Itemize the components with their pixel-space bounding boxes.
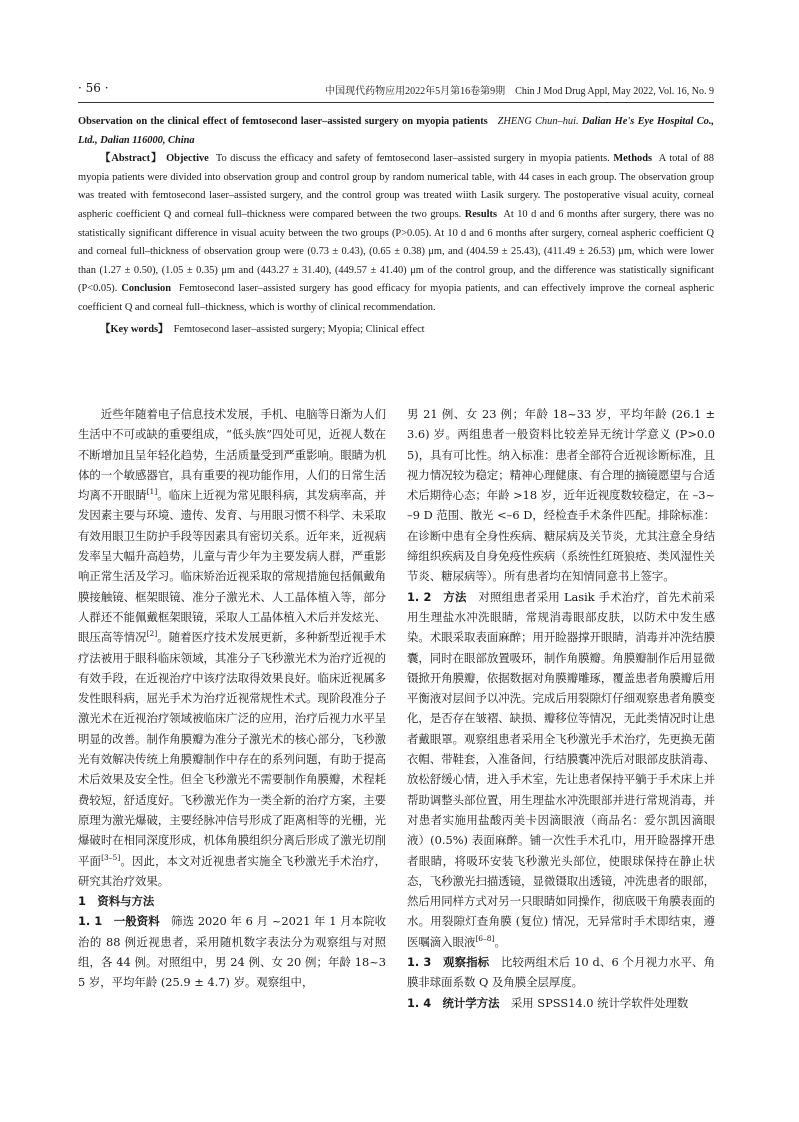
right-column	[407, 404, 715, 1013]
keywords-text: Femtosecond laser–assisted surgery; Myopia; Clinical effect	[173, 323, 425, 335]
abstract-paragraph	[78, 150, 714, 317]
results-text: At 10 d and 6 months after surgery, there was no statistically significant difference in visual acuity between the two groups (P>0.05). At 10 d and 6 months after surgery, corneal aspheric coefficient Q and corneal full–thickness of observation group were (0.73 ± 0.43), (0.65 ± 0.38) μm, and (404.59 ± 25.43), (411.49 ± 26.53) μm, which were lower than (1.27 ± 0.50), (1.05 ± 0.35) μm and (443.27 ± 31.40), (449.57 ± 41.40) μm of the control group, and the difference was statistically significant (P<0.05).	[78, 208, 715, 295]
keywords-label: 【Key words】	[100, 323, 169, 335]
english-title-line	[78, 113, 714, 150]
intro-text: 。因此，本文对近视患者实施全飞秒激光手术治疗，研究其治疗效果。	[78, 853, 386, 888]
keywords-paragraph	[78, 321, 714, 340]
observation-index-paragraph	[407, 952, 715, 993]
general-data-text: 筛选 2020 年 6 月 ~2021 年 1 月本院收治的 88 例近视患者，采用随机数字表法分为观察组与对照组，各 44 例。对照组中，男 24 例、女 20 例；年龄 18~35 岁，平均年龄 (25.9 ± 4.7) 岁。观察组中，	[78, 914, 386, 990]
objective-text: To discuss the efficacy and safety of femtosecond laser–assisted surgery in myopia patients.	[215, 153, 610, 165]
conclusion-label: Conclusion	[121, 283, 171, 295]
methods-text: A total of 88 myopia patients were divided into observation group and control group by random numerical table, with 44 cases in each group. The observation group was treated with femtosecond laser–assisted surgery, and the control group was treated wiith Lasik surgery. The postoperative visual acuity, corneal aspheric coefficient Q and corneal full–thickness were compared between the two groups.	[78, 153, 714, 220]
english-title: Observation on the clinical effect of femtosecond laser–assisted surgery on myopia patients	[78, 116, 488, 127]
citation-4: [6–8]	[475, 933, 495, 943]
results-label: Results	[464, 208, 498, 220]
subsection-heading-general-data: 1. 1 一般资料	[78, 914, 160, 929]
citation-2: [2]	[146, 629, 158, 639]
left-column	[78, 404, 386, 993]
statistics-text: 采用 SPSS14.0 统计学软件处理数	[499, 995, 689, 1010]
subsection-heading-statistics: 1. 4 统计学方法	[407, 995, 500, 1010]
methods-paragraph	[407, 587, 715, 952]
section-heading-materials-methods: 1 资料与方法	[78, 894, 155, 909]
methods-text-end: 。	[494, 934, 506, 949]
intro-text: 。随着医疗技术发展更新，多种新型近视手术疗法被用于眼科临床领域，其准分子飞秒激光术为治疗近视的有效手段，在近视治疗中该疗法取得效果良好。临床近视属多发性眼科病，屈光手术为治疗近视常规性术式。现阶段准分子激光术在近视治疗领域被临床广泛的应用，治疗后视力水平呈明显的改善。制作角膜瓣为准分子激光术的核心部分，飞秒激光有效解决传统上角膜瓣制作中存在的系列问题，有助于提高术后效果及安全性。但全飞秒激光不需要制作角膜瓣，术程耗费较短，舒适度好。飞秒激光作为一类全新的治疗方案，主要原理为激光爆破，主要经脉冲信号形成了距离相等的光栅，光爆破时在相同深度形成，机体角膜组织分离后形成了激光切削平面	[78, 630, 386, 868]
objective-label: Objective	[166, 153, 209, 165]
journal-citation: 中国现代药物应用2022年5月第16卷第9期 Chin J Mod Drug Appl, May 2022, Vol. 16, No. 9	[325, 86, 714, 97]
general-data-paragraph	[78, 911, 386, 992]
methods-text-body: 对照组患者采用 Lasik 手术治疗，首先术前采用生理盐水冲洗眼睛，常规消毒眼部皮肤，以防术中发生感染。术眼采取表面麻醉；用开睑器撑开眼睛，消毒并冲洗结膜囊，同时在眼部放置吸环，制作角膜瓣。角膜瓣制作后用显微镊掀开角膜瓣，依据数据对角膜瓣雕琢，覆盖患者角膜瓣后用平衡液对层间予以冲洗。完成后用裂隙灯仔细观察患者角膜变化，是否存在皱褶、缺损、瓣移位等情况，无此类情况时让患者戴眼罩。观察组患者采用全飞秒激光手术治疗，先更换无菌衣帽、带鞋套，入准备间，行结膜囊冲洗后对眼部皮肤消毒、放松舒缓心情，进入手术室，先让患者保持平躺于手术床上并帮助调整头部位置，用生理盐水冲洗眼部并进行常规消毒，并对患者实施用盐酸丙美卡因滴眼液（商品名：爱尔凯因滴眼液）(0.5%) 表面麻醉。铺一次性手术孔巾，用开睑器撑开患者眼睛，将吸环安装飞秒激光头部位，使眼球保持在静止状态，飞秒激光扫描透镜，显微镊取出透镜，冲洗患者的眼部，然后用同样方式对另一只眼睛如同操作，彻底吸干角膜表面的水。用裂隙灯查角膜 (复位) 情况，无异常时手术即结束，遵医嘱滴入眼液	[407, 589, 715, 949]
conclusion-text: Femtosecond laser–assisted surgery has good efficacy for myopia patients, and can effectively improve the corneal aspheric coefficient Q and corneal full–thickness, which is worthy of clinical recommendation.	[78, 283, 714, 313]
statistics-paragraph	[407, 993, 715, 1013]
subsection-heading-methods: 1. 2 方法	[407, 589, 467, 604]
author-name: ZHENG Chun–hui.	[497, 116, 579, 127]
citation-1: [1]	[146, 487, 158, 497]
methods-label: Methods	[613, 153, 653, 165]
citation-3: [3–5]	[101, 852, 121, 862]
subsection-heading-observation-index: 1. 3 观察指标	[407, 955, 490, 970]
intro-paragraph	[78, 404, 386, 891]
general-data-continued: 男 21 例、女 23 例；年龄 18~33 岁，平均年龄 (26.1 ± 3.6) 岁。两组患者一般资料比较差异无统计学意义 (P>0.05)，具有可比性。纳入标准：患者全部符合近视诊断标准，且视力情况较为稳定；精神心理健康、有合理的摘镜愿望与合适术后期待心态；年龄 >18 岁，近年近视度数较稳定，在 –3~–9 D 范围、散光 <–6 D，经检查手术条件匹配。排除标准：在诊断中患有全身性疾病、糖尿病及关节炎，尤其注意全身结缔组织疾病及自身免疫性疾病（系统性红斑狼疮、类风湿性关节炎、糖尿病等）。所有患者均在知情同意书上签字。	[407, 407, 715, 584]
intro-text: 。临床上近视为常见眼科病，其发病率高，并发因素主要与环境、遗传、发育、与用眼习惯不科学、未采取有效用眼卫生防护手段等因素具有密切关系。近年来，近视病发率呈大幅升高趋势，儿童与青少年为主要发病人群，严重影响正常生活及学习。临床矫治近视采取的常规措施包括佩戴角膜接触镜、框架眼镜、准分子激光术、人工晶体植入等，部分人群还不能佩戴框架眼镜，采取人工晶体植入术后并发炫光、眼压高等情况	[78, 488, 386, 645]
page-number: · 56 ·	[78, 81, 109, 95]
intro-text: 近些年随着电子信息技术发展，手机、电脑等日渐为人们生活中不可或缺的重要组成，“低头族”四处可见，近视人数在不断增加且呈年轻化趋势，生活质量受到严重影响。眼睛为机体的一个敏感器官，具有重要的视功能作用，人们的日常生活均离不开眼睛	[78, 407, 386, 503]
running-header	[78, 80, 714, 103]
observation-index-text: 比较两组术后 10 d、6 个月视力水平、角膜非球面系数 Q 及角膜全层厚度。	[407, 955, 715, 990]
affiliation: Dalian He's Eye Hospital Co., Ltd., Dalian 116000, China	[78, 116, 715, 146]
abstract-label: 【Abstract】	[100, 153, 163, 165]
english-abstract	[78, 113, 714, 339]
